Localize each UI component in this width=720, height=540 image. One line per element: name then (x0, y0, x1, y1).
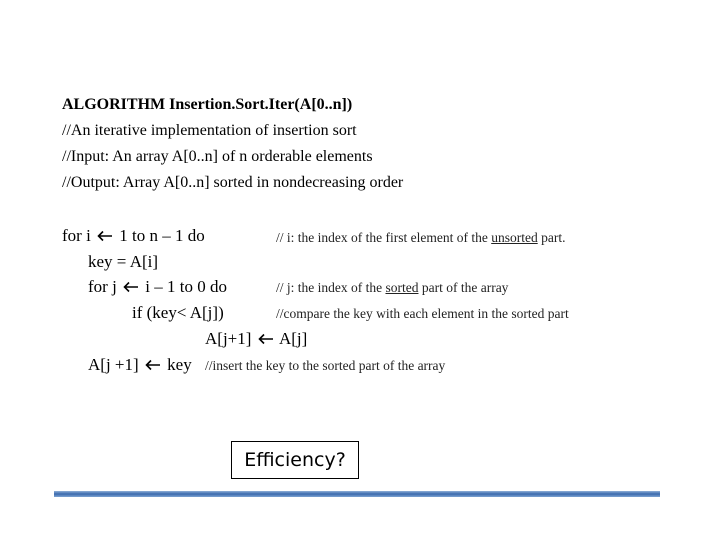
code-line-if: if (key< A[j]) (132, 303, 224, 322)
code-line-key: key = A[i] (88, 252, 159, 271)
left-arrow-icon (97, 230, 113, 242)
comment-i-index: // i: the index of the first element of the unsorted part. (276, 230, 566, 245)
left-arrow-icon (123, 281, 139, 293)
left-arrow-icon (258, 333, 274, 345)
code-line-for-i: for i 1 to n – 1 do (62, 226, 205, 245)
bottom-bar (54, 491, 660, 497)
comment-compare: //compare the key with each element in the sorted part (276, 306, 569, 321)
code-line-insert: A[j +1] key (88, 355, 192, 374)
efficiency-box: Efficiency? (231, 441, 359, 479)
code-line-for-j: for j i – 1 to 0 do (88, 277, 227, 296)
header-comment-description: //An iterative implementation of insertion sort (62, 122, 357, 139)
header-comment-output: //Output: Array A[0..n] sorted in nondecreasing order (62, 174, 404, 191)
code-line-shift: A[j+1] A[j] (205, 329, 308, 348)
algorithm-title: ALGORITHM Insertion.Sort.Iter(A[0..n]) (62, 96, 353, 113)
left-arrow-icon (145, 359, 161, 371)
comment-j-index: // j: the index of the sorted part of the array (276, 280, 509, 295)
header-comment-input: //Input: An array A[0..n] of n orderable elements (62, 148, 373, 165)
comment-insert: //insert the key to the sorted part of the array (205, 358, 446, 373)
